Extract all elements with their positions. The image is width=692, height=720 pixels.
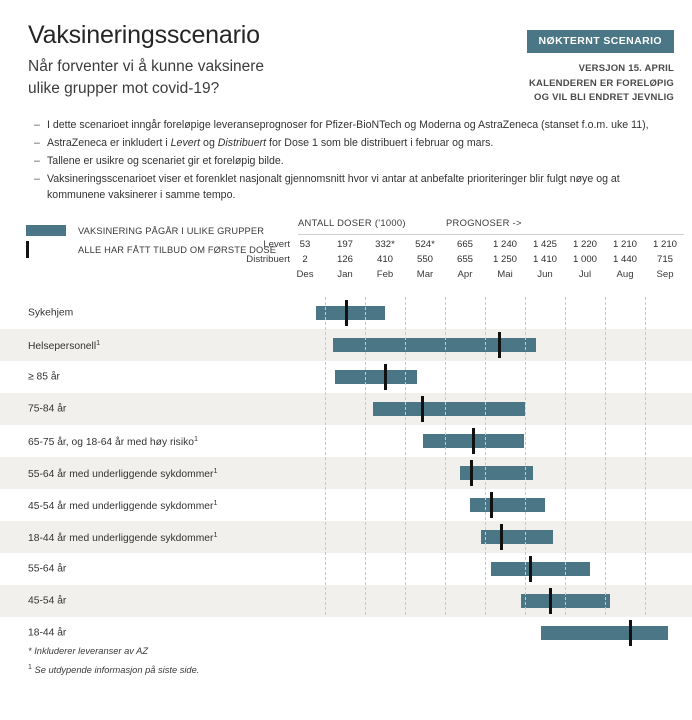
cell-month: Apr xyxy=(457,269,473,281)
vaccination-period-bar xyxy=(470,498,545,512)
version-line-3: OG VIL BLI ENDRET JEVNLIG xyxy=(534,92,674,104)
first-dose-offered-marker xyxy=(470,460,473,486)
table-row-levert xyxy=(263,239,684,254)
gantt-chart xyxy=(0,297,692,637)
cell-levert: 1 240 xyxy=(492,239,517,251)
row-label-levert: Levert xyxy=(263,239,290,251)
vaccination-period-bar xyxy=(491,562,590,576)
list-item xyxy=(34,172,672,204)
legend-entry-bar xyxy=(26,221,286,240)
legend-bar-label: VAKSINERING PÅGÅR I ULIKE GRUPPER xyxy=(78,225,265,236)
list-item xyxy=(34,118,672,134)
chart-row-label: 55-64 år xyxy=(28,563,67,575)
cell-levert: 1 425 xyxy=(532,239,557,251)
footnote-one-text: Se utdypende informasjon på siste side. xyxy=(31,665,200,676)
bullet-dash-icon: – xyxy=(34,119,40,131)
version-line-1: VERSJON 15. APRIL xyxy=(578,63,674,74)
chart-row xyxy=(0,489,692,521)
legend-bar-swatch-icon xyxy=(26,225,66,236)
cell-distribuert: 715 xyxy=(656,254,673,266)
chart-row xyxy=(0,425,692,457)
cell-month: Sep xyxy=(656,269,674,281)
version-line-2: KALENDEREN ER FORELØPIG xyxy=(529,77,674,89)
vaccination-period-bar xyxy=(333,338,536,352)
chart-row-label: 18-44 år xyxy=(28,627,67,639)
vaccination-period-bar xyxy=(316,306,385,320)
row-label-distribuert: Distribuert xyxy=(246,254,290,266)
chart-row xyxy=(0,457,692,489)
bullet-dash-icon: – xyxy=(34,136,40,149)
dose-table xyxy=(246,217,684,284)
cell-levert: 1 210 xyxy=(612,239,637,251)
first-dose-offered-marker xyxy=(490,492,493,518)
page-header xyxy=(0,0,692,108)
chart-row-label: 65-75 år, og 18-64 år med høy risiko$^1$ xyxy=(28,434,198,449)
first-dose-offered-marker xyxy=(549,588,552,614)
cell-month: Mar xyxy=(416,269,434,281)
chart-row xyxy=(0,585,692,617)
dose-table-headings xyxy=(298,217,684,232)
chart-row xyxy=(0,297,692,329)
footnote-one-marker: 1 xyxy=(28,664,32,672)
first-dose-offered-marker xyxy=(421,396,424,422)
cell-levert: 53 xyxy=(299,239,311,251)
prognoses-heading: PROGNOSER -> xyxy=(446,217,522,229)
chart-row xyxy=(0,393,692,425)
table-divider xyxy=(298,234,684,235)
chart-row-label: 45-54 år xyxy=(28,595,67,607)
doses-heading: ANTALL DOSER ('1000) xyxy=(298,217,406,229)
bullet-dash-icon: – xyxy=(34,154,40,167)
chart-row-label: Helsepersonell$^1$ xyxy=(28,338,101,353)
page-title: Vaksineringsscenario xyxy=(28,21,260,49)
cell-distribuert: 2 xyxy=(302,254,308,266)
subtitle-line-2: ulike grupper mot covid-19? xyxy=(28,79,220,97)
cell-distribuert: 1 410 xyxy=(532,254,557,266)
bullet-text-3: Vaksineringsscenarioet viser et forenklet nasjonalt gjennomsnitt hvor vi antar at anbefalte prioriteringer blir fulgt nøye og at kommunene vaksinerer i samme tempo. xyxy=(47,172,620,201)
vaccination-period-bar xyxy=(373,402,525,416)
cell-month: Feb xyxy=(376,269,394,281)
cell-distribuert: 550 xyxy=(416,254,433,266)
cell-distribuert: 126 xyxy=(336,254,353,266)
table-row-distribuert xyxy=(246,254,684,269)
cell-month: Des xyxy=(296,269,314,281)
cell-month: Jul xyxy=(578,269,592,281)
chart-row xyxy=(0,521,692,553)
footnote-asterisk: * Inkluderer leveranser av AZ xyxy=(28,646,149,657)
chart-row-label: 55-64 år med underliggende sykdommer$^1$ xyxy=(28,466,218,481)
first-dose-offered-marker xyxy=(500,524,503,550)
cell-month: Mai xyxy=(497,269,513,281)
footnote-one xyxy=(28,661,692,680)
table-row-months xyxy=(298,269,684,284)
cell-levert: 1 220 xyxy=(572,239,597,251)
vaccination-period-bar xyxy=(335,370,417,384)
first-dose-offered-marker xyxy=(345,300,348,326)
chart-rows xyxy=(0,297,692,649)
version-info xyxy=(529,62,674,106)
chart-row-label: ≥ 85 år xyxy=(28,371,60,383)
cell-levert: 332* xyxy=(375,239,395,251)
chart-row xyxy=(0,329,692,361)
legend-marker-label: ALLE HAR FÅTT TILBUD OM FØRSTE DOSE xyxy=(78,244,277,255)
cell-levert: 1 210 xyxy=(652,239,677,251)
scenario-badge: NØKTERNT SCENARIO xyxy=(527,30,674,53)
cell-levert: 197 xyxy=(336,239,353,251)
bullet-list xyxy=(0,108,692,203)
page-subtitle xyxy=(28,56,428,100)
bullet-text-2: Tallene er usikre og scenariet gir et foreløpig bilde. xyxy=(47,154,284,167)
bullet-dash-icon: – xyxy=(34,172,40,185)
cell-distribuert: 1 250 xyxy=(492,254,517,266)
legend-and-dose-table xyxy=(0,217,692,295)
first-dose-offered-marker xyxy=(384,364,387,390)
cell-distribuert: 410 xyxy=(376,254,393,266)
cell-month: Jan xyxy=(337,269,353,281)
chart-row xyxy=(0,361,692,393)
subtitle-line-1: Når forventer vi å kunne vaksinere xyxy=(28,57,265,75)
chart-row-label: 18-44 år med underliggende sykdommer$^1$ xyxy=(28,530,218,545)
bullet-text-1: AstraZeneca er inkludert i Levert og Distribuert for Dose 1 som ble distribuert i februar og mars. xyxy=(47,136,494,149)
bullet-text-0: I dette scenarioet inngår foreløpige leveranseprognoser for Pfizer-BioNTech og Moderna og AstraZeneca (stanset f.o.m. uke 11), xyxy=(47,119,649,131)
cell-distribuert: 1 000 xyxy=(572,254,597,266)
chart-row-label: Sykehjem xyxy=(28,307,74,319)
cell-distribuert: 1 440 xyxy=(612,254,637,266)
cell-levert: 665 xyxy=(456,239,473,251)
list-item xyxy=(34,154,672,170)
first-dose-offered-marker xyxy=(529,556,532,582)
cell-levert: 524* xyxy=(415,239,435,251)
cell-month: Jun xyxy=(537,269,553,281)
first-dose-offered-marker xyxy=(472,428,475,454)
chart-row xyxy=(0,553,692,585)
list-item xyxy=(34,136,672,152)
legend-marker-swatch-icon xyxy=(26,241,66,258)
cell-distribuert: 655 xyxy=(456,254,473,266)
chart-row-label: 75-84 år xyxy=(28,403,67,415)
chart-row-label: 45-54 år med underliggende sykdommer$^1$ xyxy=(28,498,218,513)
vaccination-period-bar xyxy=(481,530,553,544)
footnotes xyxy=(0,637,692,679)
first-dose-offered-marker xyxy=(498,332,501,358)
cell-month: Aug xyxy=(616,269,634,281)
vaccination-period-bar xyxy=(521,594,610,608)
